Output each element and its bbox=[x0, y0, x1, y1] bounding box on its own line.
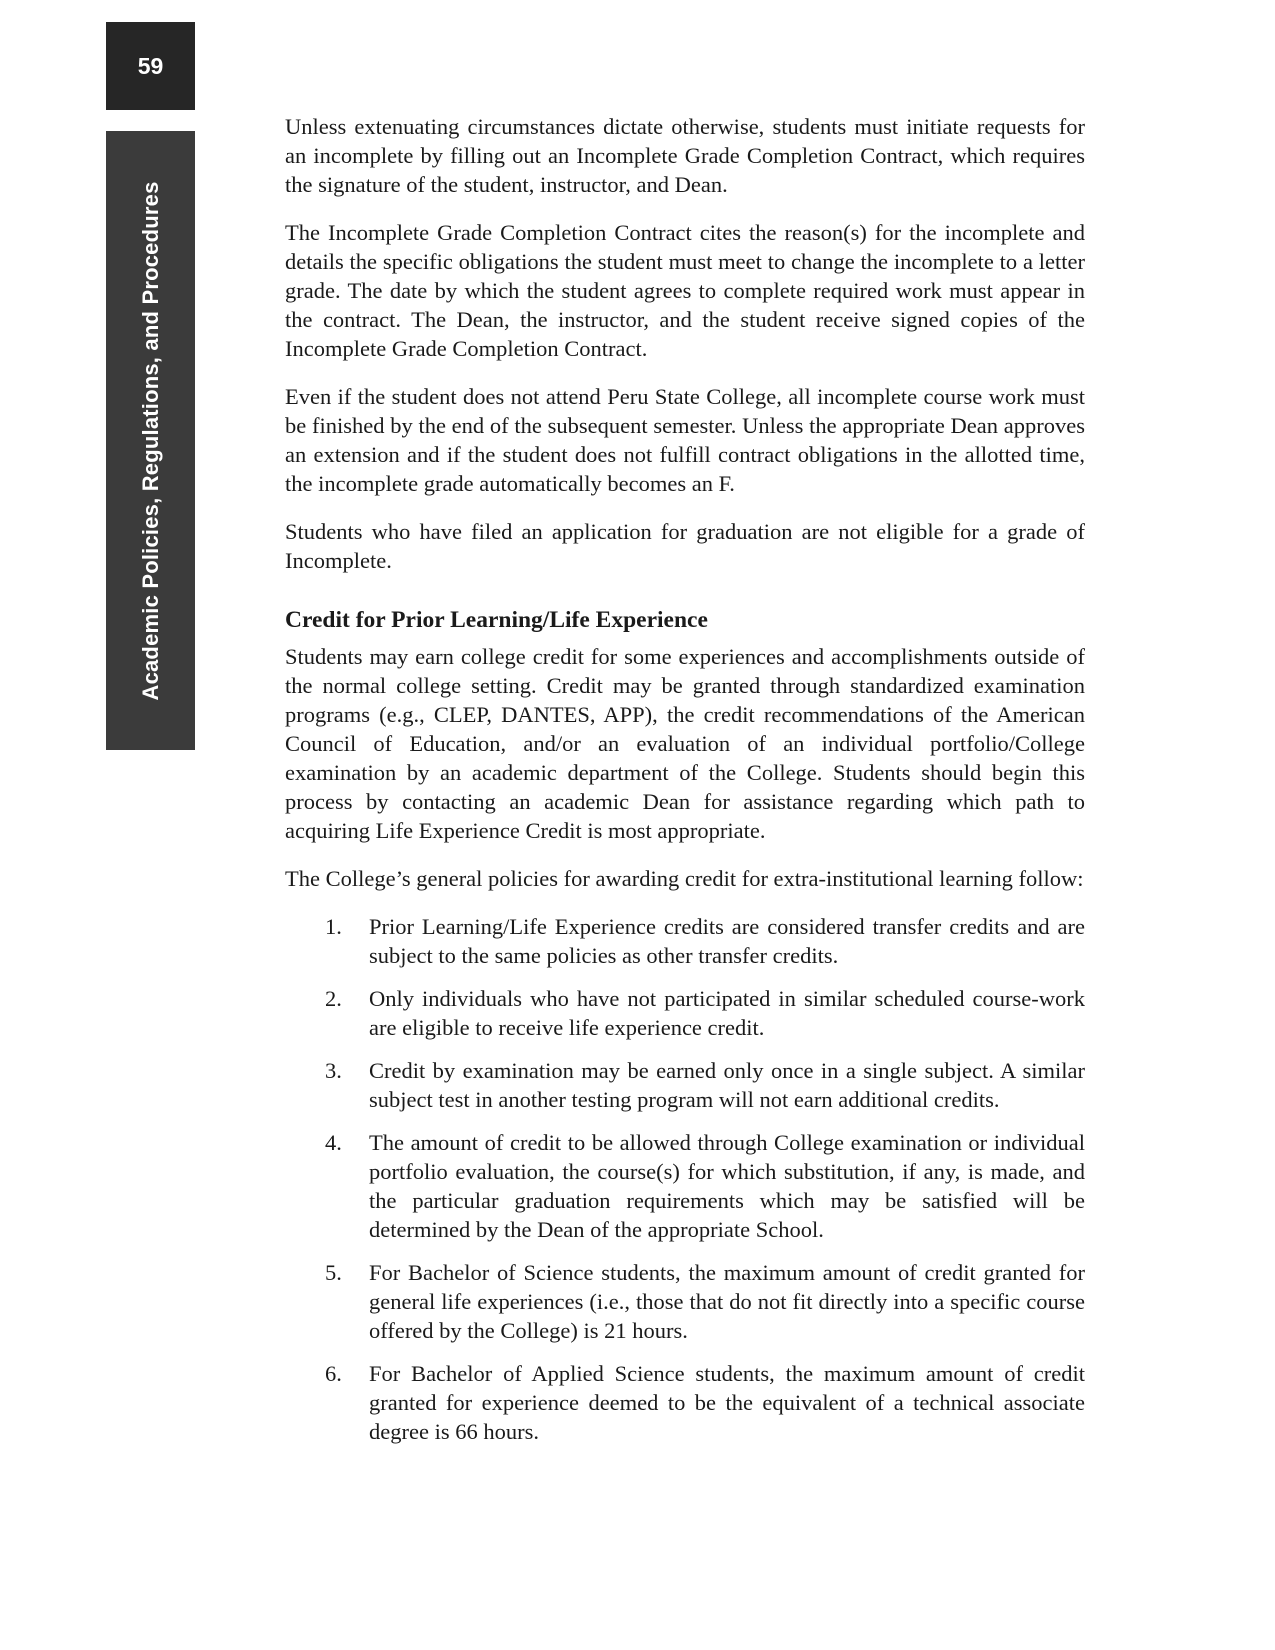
list-item bbox=[325, 1359, 1085, 1446]
list-item-number: 6. bbox=[325, 1361, 342, 1386]
list-item-text: Prior Learning/Life Experience credits are considered transfer credits and are subject to the same policies as other transfer credits. bbox=[369, 914, 1085, 968]
section-heading: Credit for Prior Learning/Life Experience bbox=[285, 607, 708, 633]
paragraph: The Incomplete Grade Completion Contract cites the reason(s) for the incomplete and details the specific obligations the student must meet to change the incomplete to a letter grade. The date by which the student agrees to complete required work must appear in the contract. The Dean, the instructor, and the student receive signed copies of the Incomplete Grade Completion Contract. bbox=[285, 220, 1085, 361]
paragraph: The College’s general policies for awarding credit for extra-institutional learning follow: bbox=[285, 866, 1084, 891]
policy-list bbox=[285, 912, 1085, 1446]
paragraph: Even if the student does not attend Peru State College, all incomplete course work must be finished by the end of the subsequent semester. Unless the appropriate Dean approves an extension and if the student does not fulfill contract obligations in the allotted time, the incomplete grade automatically becomes an F. bbox=[285, 384, 1085, 496]
list-item-number: 1. bbox=[325, 914, 342, 939]
list-item-text: For Bachelor of Science students, the maximum amount of credit granted for general life experiences (i.e., those that do not fit directly into a specific course offered by the College) is 21 hours. bbox=[369, 1260, 1085, 1343]
paragraph: Unless extenuating circumstances dictate otherwise, students must initiate requests for an incomplete by filling out an Incomplete Grade Completion Contract, which requires the signature of the student, instructor, and Dean. bbox=[285, 114, 1085, 197]
list-item-text: For Bachelor of Applied Science students, the maximum amount of credit granted for experience deemed to be the equivalent of a technical associate degree is 66 hours. bbox=[369, 1361, 1085, 1444]
chapter-title: Academic Policies, Regulations, and Procedures bbox=[137, 180, 163, 701]
list-item bbox=[325, 912, 1085, 970]
list-item bbox=[325, 1128, 1085, 1244]
paragraph: Students who have filed an application for graduation are not eligible for a grade of Incomplete. bbox=[285, 519, 1085, 573]
chapter-side-tab bbox=[106, 131, 195, 750]
list-item bbox=[325, 984, 1085, 1042]
list-item-number: 3. bbox=[325, 1058, 342, 1083]
list-item-number: 2. bbox=[325, 986, 342, 1011]
list-item-text: The amount of credit to be allowed through College examination or individual portfolio evaluation, the course(s) for which substitution, if any, is made, and the particular graduation requirements which may be satisfied will be determined by the Dean of the appropriate School. bbox=[369, 1130, 1085, 1242]
list-item bbox=[325, 1056, 1085, 1114]
list-item-text: Credit by examination may be earned only once in a single subject. A similar subject test in another testing program will not earn additional credits. bbox=[369, 1058, 1085, 1112]
paragraph: Students may earn college credit for some experiences and accomplishments outside of the normal college setting. Credit may be granted through standardized examination programs (e.g., CLEP, DANTES, APP), the credit recommendations of the American Council of Education, and/or an evaluation of an individual portfolio/College examination by an academic department of the College. Students should begin this process by contacting an academic Dean for assistance regarding which path to acquiring Life Experience Credit is most appropriate. bbox=[285, 644, 1085, 843]
list-item-number: 4. bbox=[325, 1130, 342, 1155]
page-number: 59 bbox=[106, 22, 195, 110]
list-item-number: 5. bbox=[325, 1260, 342, 1285]
list-item bbox=[325, 1258, 1085, 1345]
list-item-text: Only individuals who have not participated in similar scheduled course-work are eligible to receive life experience credit. bbox=[369, 986, 1085, 1040]
page-content bbox=[285, 112, 1085, 1460]
